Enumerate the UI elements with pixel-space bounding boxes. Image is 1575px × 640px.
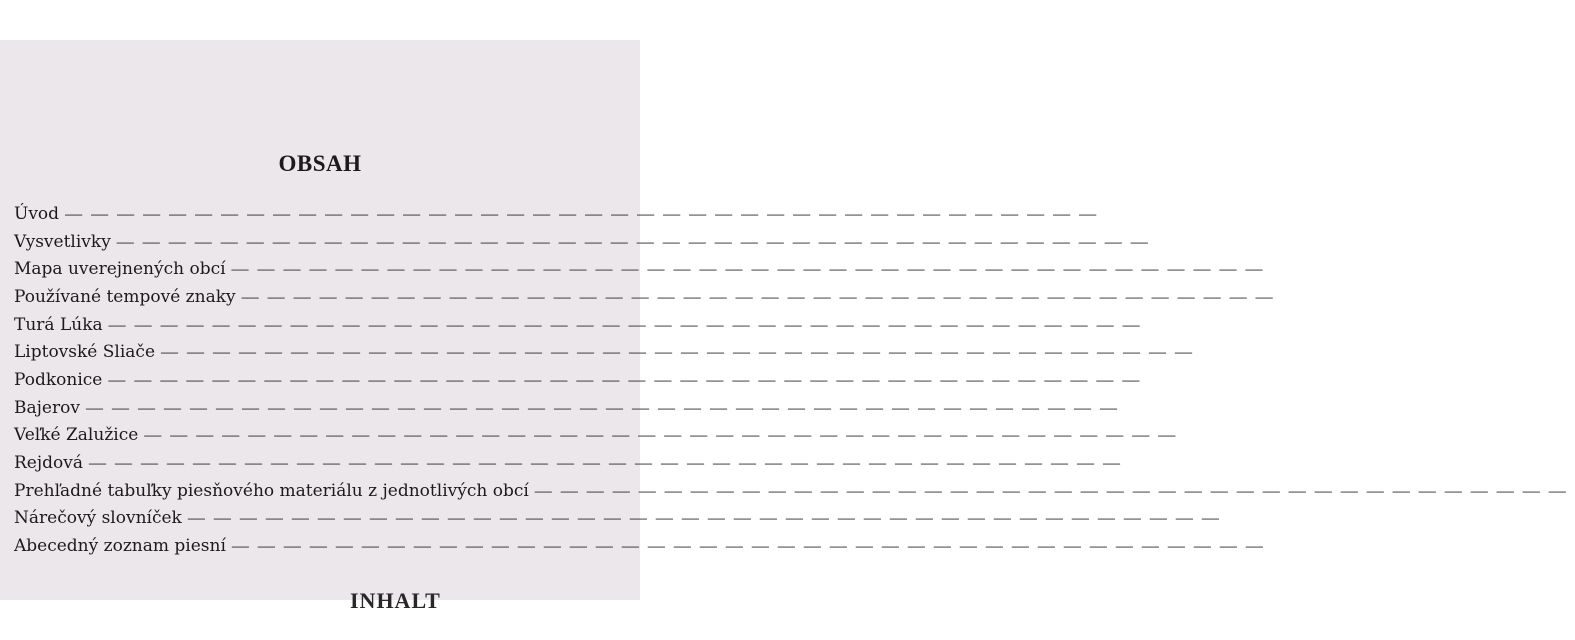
toc-entry-label: Bajerov	[14, 397, 80, 418]
toc-leader: ————————————————————————————————————————	[231, 259, 1272, 279]
toc-entry	[14, 366, 1149, 394]
toc-leader: ————————————————————————————————————————	[187, 508, 1228, 528]
toc-entry-label: Prehľadné tabuľky piesňového materiálu z jednotlivých obcí	[14, 480, 529, 501]
toc-entry-label: Abecedný zoznam piesní	[14, 536, 226, 557]
toc-leader: ————————————————————————————————————————	[108, 314, 1149, 334]
toc-leader: ————————————————————————————————————————	[231, 536, 1272, 556]
toc-entry	[14, 255, 1272, 283]
toc-leader: ————————————————————————————————————————	[161, 342, 1202, 362]
toc-entry	[14, 394, 1126, 422]
toc-entry-label: Nárečový slovníček	[14, 508, 182, 529]
toc-entry	[14, 283, 1282, 311]
toc-entry-label: Liptovské Sliače	[14, 342, 156, 363]
toc-leader: ————————————————————————————————————————	[89, 453, 1129, 473]
toc-leader: ————————————————————————————————————————	[116, 231, 1157, 251]
toc-entry-label: Veľké Zalužice	[14, 425, 139, 446]
toc-entry	[14, 532, 1272, 560]
toc-entry-label: Úvod	[14, 203, 60, 224]
toc-leader: ————————————————————————————————————————	[65, 203, 1106, 223]
toc-leader: ————————————————————————————————————————	[144, 425, 1185, 445]
toc-entry-label: Mapa uverejnených obcí	[14, 259, 226, 280]
toc-entry	[14, 422, 1185, 450]
toc-entry-label: Používané tempové znaky	[14, 286, 236, 307]
toc-leader: ————————————————————————————————————————	[108, 369, 1149, 389]
toc-entry-label: Podkonice	[14, 369, 103, 390]
toc-leader: ————————————————————————————————————————	[534, 480, 1575, 500]
table-of-contents	[14, 200, 1575, 560]
toc-entry	[14, 477, 1575, 505]
toc-entry	[14, 228, 1157, 256]
toc-entry	[14, 338, 1202, 366]
toc-entry-label: Vysvetlivky	[14, 231, 111, 252]
toc-entry	[14, 200, 1106, 228]
book-page	[0, 40, 1575, 613]
toc-leader: ————————————————————————————————————————	[241, 286, 1282, 306]
toc-entry	[14, 449, 1129, 477]
toc-entry	[14, 311, 1149, 339]
next-section-title: INHALT	[350, 588, 441, 613]
toc-leader: ————————————————————————————————————————	[85, 397, 1126, 417]
toc-entry-label: Turá Lúka	[14, 314, 103, 335]
page-title: OBSAH	[278, 151, 362, 176]
toc-entry	[14, 505, 1228, 533]
toc-entry-label: Rejdová	[14, 453, 83, 474]
